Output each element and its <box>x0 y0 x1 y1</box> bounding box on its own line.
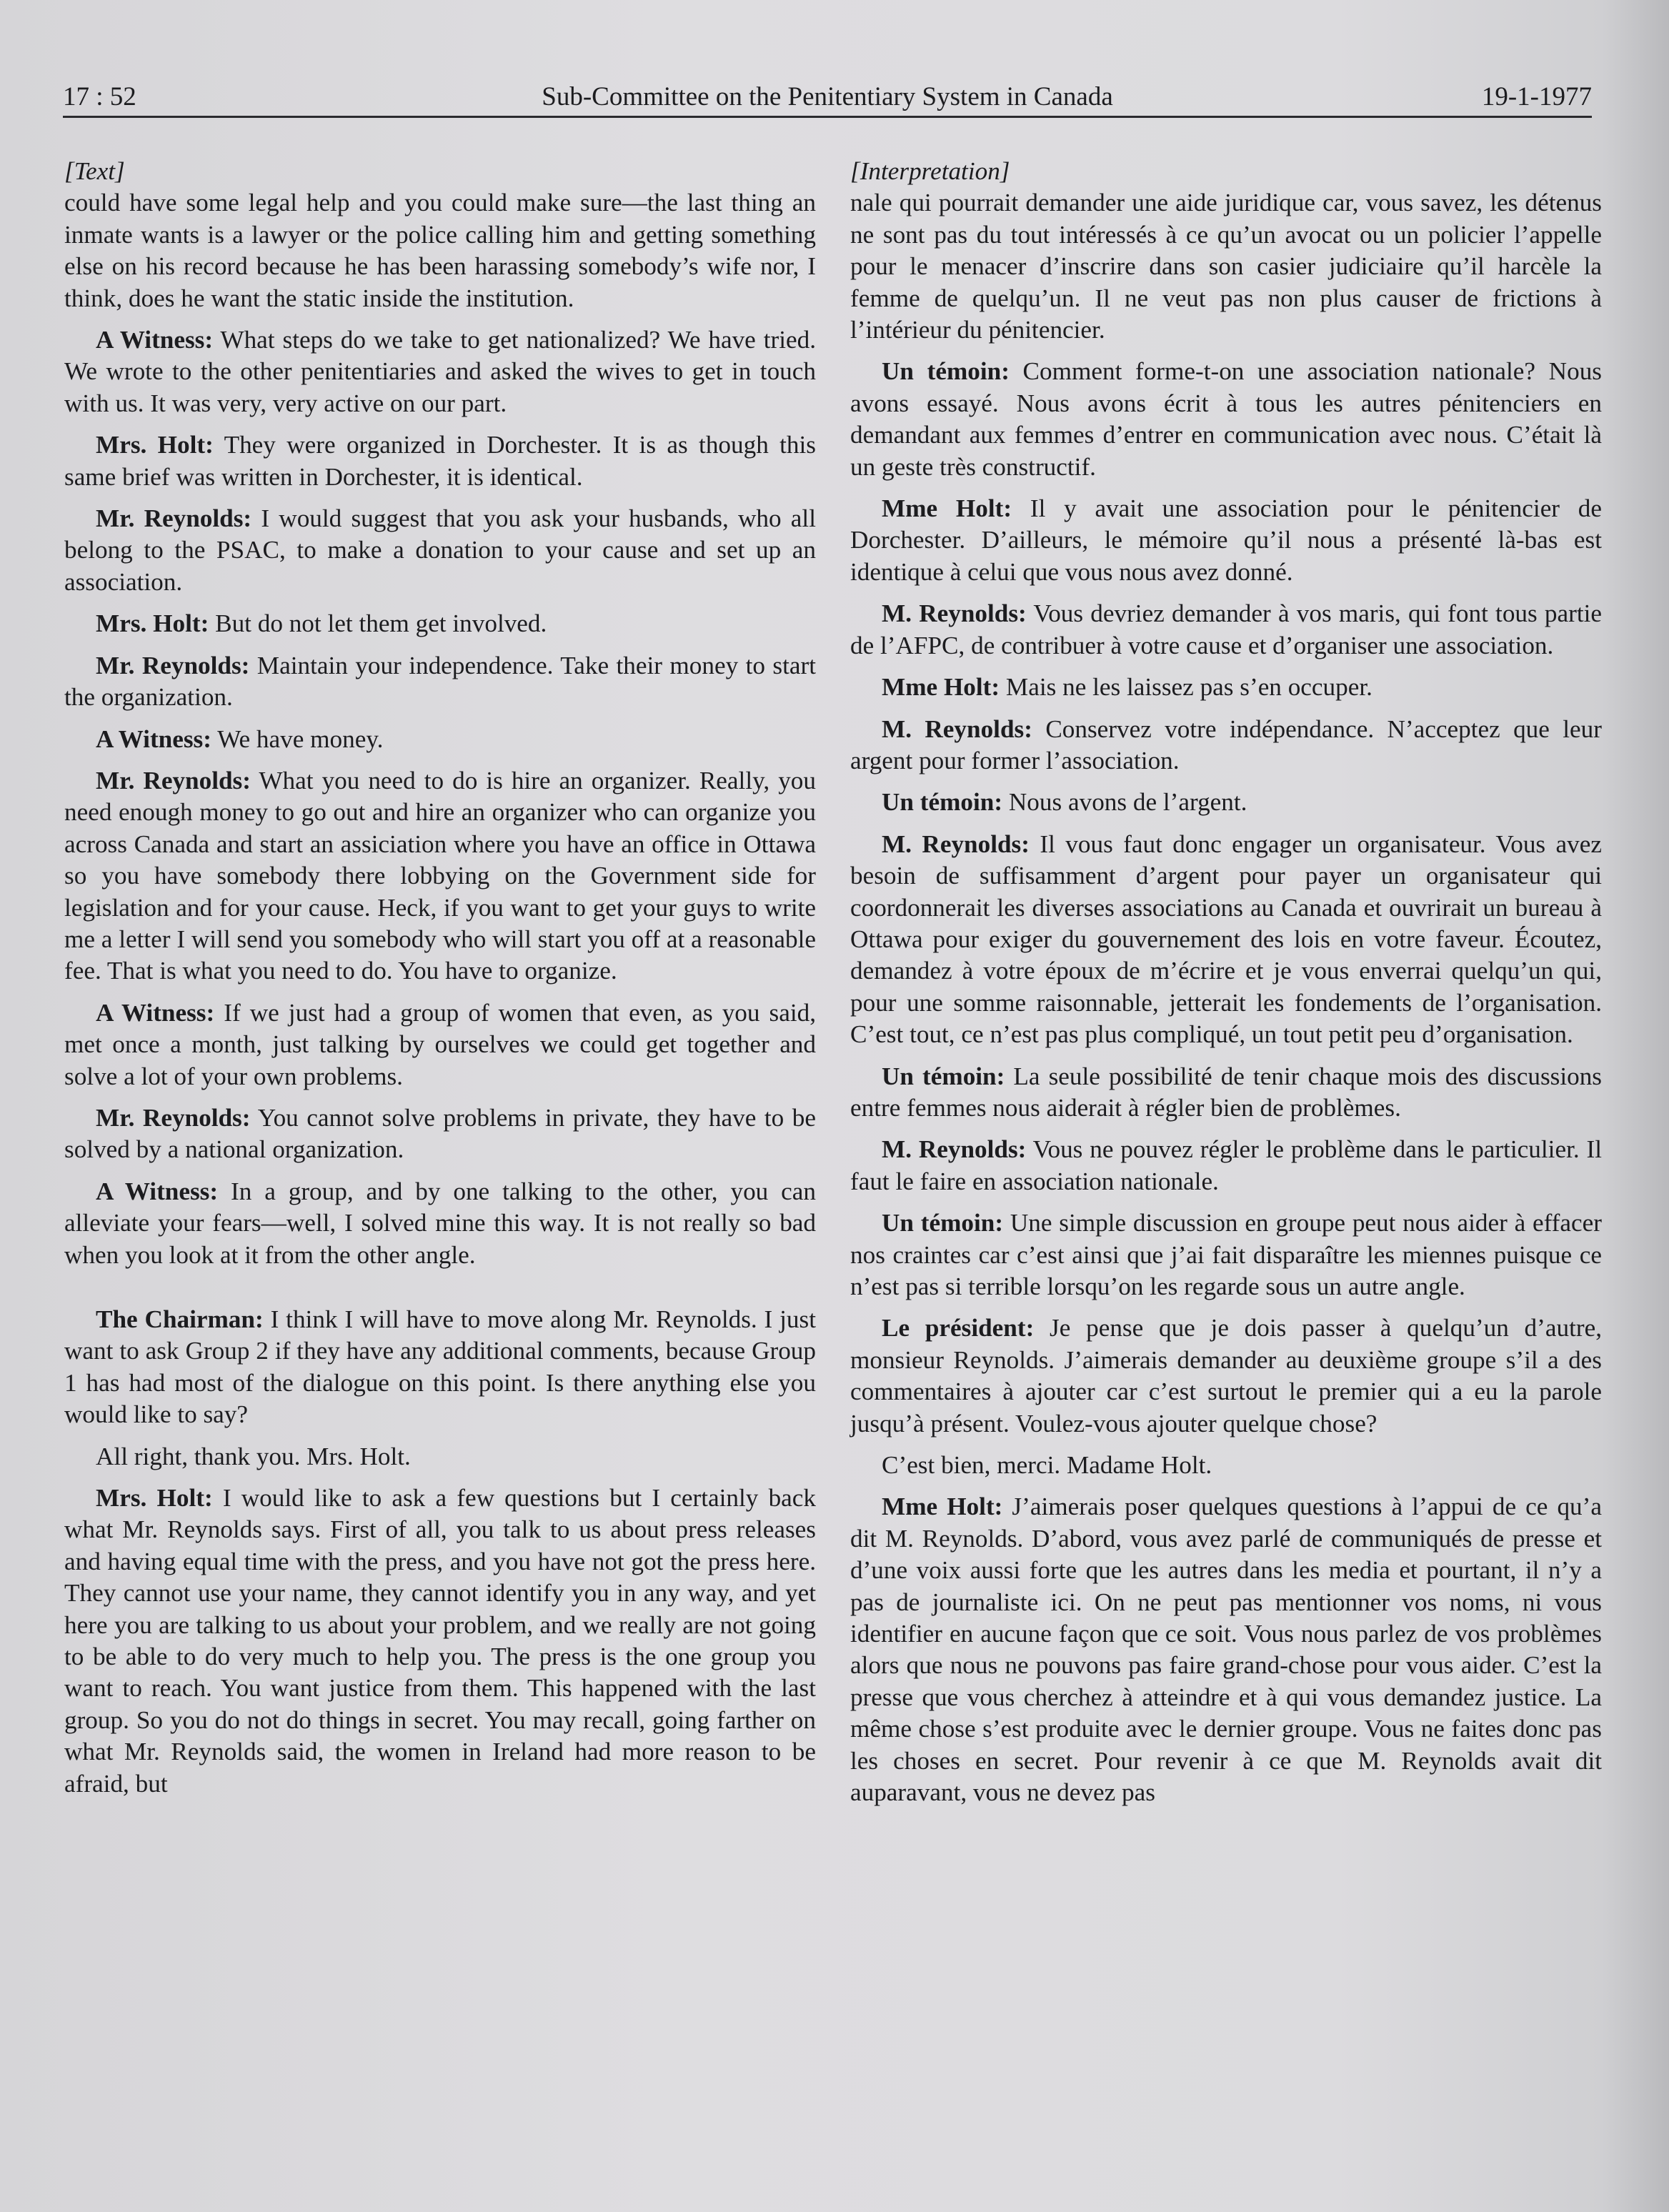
paragraph-text: Il vous faut donc engager un organisateur. Vous avez besoin de suffisamment d’argent pour payer un organisateur qui coordonnerait les diverses associations au Canada et ouvrirait un bureau à Ottawa pour exiger du gouvernement des lois en votre faveur. Écoutez, demandez à votre époux de m’écrire et je vous enverrai quelqu’un qui, pour une somme raisonnable, jetterait les fondements de l’organisation. C’est tout, ce n’est pas plus compliqué, un tout petit peu d’organisation. <box>850 830 1602 1049</box>
speaker-name: Mr. Reynolds: <box>96 766 251 794</box>
paragraph <box>850 1491 1602 1808</box>
speaker-name: Mme Holt: <box>882 673 1000 702</box>
paragraph <box>64 765 816 987</box>
paragraph-text: Mais ne les laissez pas s’en occuper. <box>1000 673 1372 702</box>
speaker-name: Mme Holt: <box>882 494 1012 523</box>
paragraph-text: What you need to do is hire an organizer. Really, you need enough money to go out and hire an organizer who can organize you across Canada and start an assiciation where you have an office in Ottawa so you have somebody there lobbying on the Government side for legislation and for your cause. Heck, if you want to get your guys to write me a letter I will send you somebody who will start you off at a reasonable fee. That is what you need to do. You have to organize. <box>64 766 816 985</box>
paragraph <box>64 1102 816 1166</box>
english-paragraphs <box>64 187 816 1800</box>
paragraph <box>64 1441 816 1473</box>
paragraph-text: I think I will have to move along Mr. Reynolds. I just want to ask Group 2 if they have any additional comments, because Group 1 has had most of the dialogue on this point. Is there anything else you would like to say? <box>64 1305 816 1429</box>
paragraph <box>850 598 1602 662</box>
paragraph-text: All right, thank you. Mrs. Holt. <box>96 1442 411 1470</box>
page-header <box>63 80 1592 120</box>
page-number: 17 : 52 <box>63 82 136 111</box>
speaker-name: Mrs. Holt: <box>96 431 214 459</box>
paragraph-text: We have money. <box>211 724 384 753</box>
paragraph-text: Je pense que je dois passer à quelqu’un d’autre, monsieur Reynolds. J’aimerais demander au deuxième groupe s’il a des commentaires à ajouter car c’est surtout le premier qui a eu la parole jusqu’à présent. Voulez-vous ajouter quelque chose? <box>850 1314 1602 1438</box>
speaker-name: M. Reynolds: <box>882 1135 1027 1164</box>
paragraph <box>64 1176 816 1271</box>
paragraph-text: nale qui pourrait demander une aide juridique car, vous savez, les détenus ne sont pas du tout intéressés à ce qu’un avocat ou un policier l’appelle pour le menacer d’inscrire dans son casier judiciaire qu’il harcèle la femme de quelqu’un. Il ne veut pas non plus causer de frictions à l’intérieur du pénitencier. <box>850 189 1602 344</box>
paragraph-text: Il y avait une association pour le pénitencier de Dorchester. D’ailleurs, le mémoire qu’il nous a présenté là-bas est identique à celui que vous nous avez donné. <box>850 494 1602 586</box>
paragraph-text: could have some legal help and you could make sure—the last thing an inmate wants is a lawyer or the police calling him and getting something else on his record because he has been harassing somebody’s wife nor, I think, does he want the static inside the institution. <box>64 189 816 312</box>
paragraph <box>850 787 1602 818</box>
paragraph-text: I would like to ask a few questions but I certainly back what Mr. Reynolds says. First of all, you talk to us about press releases and having equal time with the press, and you have not got the press here. They cannot use your name, they cannot identify you in any way, and yet here you are talking to us about your problem, and we really are not going to be able to do very much to help you. The press is the one group you want to reach. You want justice from them. This happened with the last group. So you do not do things in secret. You may recall, going farther on what Mr. Reynolds said, the women in Ireland had more reason to be afraid, but <box>64 1484 816 1798</box>
speaker-name: M. Reynolds: <box>882 599 1027 628</box>
paragraph <box>850 714 1602 777</box>
speaker-name: A Witness: <box>96 998 215 1027</box>
paragraph <box>850 1312 1602 1440</box>
speaker-name: Un témoin: <box>882 357 1010 386</box>
paragraph <box>64 724 816 755</box>
french-paragraphs <box>850 187 1602 1808</box>
paragraph <box>850 1134 1602 1197</box>
header-rule <box>63 116 1592 118</box>
paragraph-text: Conservez votre indépendance. N’acceptez que leur argent pour former l’association. <box>850 714 1602 774</box>
paragraph-text: They were organized in Dorchester. It is as though this same brief was written in Dorchester, it is identical. <box>64 431 816 491</box>
paragraph-text: In a group, and by one talking to the other, you can alleviate your fears—well, I solved mine this way. It is not really so bad when you look at it from the other angle. <box>64 1177 816 1269</box>
paragraph <box>850 356 1602 483</box>
paragraph <box>64 997 816 1092</box>
paragraph <box>64 503 816 598</box>
section-label-interpretation: [Interpretation] <box>850 157 1010 185</box>
paragraph-text: I would suggest that you ask your husbands, who all belong to the PSAC, to make a donation to your cause and set up an association. <box>64 504 816 596</box>
paragraph <box>64 650 816 714</box>
paragraph <box>850 672 1602 703</box>
speaker-name: Mr. Reynolds: <box>96 504 252 533</box>
paragraph-text: Vous devriez demander à vos maris, qui font tous partie de l’AFPC, de contribuer à votre cause et d’organiser une association. <box>850 599 1603 659</box>
speaker-name: M. Reynolds: <box>882 830 1030 858</box>
paragraph-text: J’aimerais poser quelques questions à l’appui de ce qu’a dit M. Reynolds. D’abord, vous avez parlé de communiqués de presse et d’une voix aussi forte que les autres dans les media et pourtant, il n’y a pas de journaliste ici. On ne peut pas mentionner vos noms, ni vous identifier en aucune façon que ce soit. Vous nous parlez de vos problèmes alors que nous ne pouvons pas faire grand-chose pour vous aider. C’est la presse que vous cherchez à atteindre et à qui vous demandez justice. La même chose s’est produite avec le dernier groupe. Vous ne faites donc pas les choses en secret. Pour revenir à ce que M. Reynolds avait dit auparavant, vous ne devez pas <box>850 1493 1602 1807</box>
english-column <box>64 156 816 1810</box>
speaker-name: Un témoin: <box>882 1209 1004 1237</box>
page-date: 19-1-1977 <box>1481 82 1592 111</box>
paragraph <box>64 324 816 419</box>
speaker-name: Le président: <box>882 1314 1035 1342</box>
speaker-name: Mme Holt: <box>882 1493 1003 1521</box>
speaker-name: Un témoin: <box>882 1062 1005 1090</box>
speaker-name: Mrs. Holt: <box>96 609 209 638</box>
speaker-name: M. Reynolds: <box>882 714 1032 743</box>
speaker-name: The Chairman: <box>96 1305 264 1333</box>
paragraph <box>64 608 816 639</box>
paragraph-text: What steps do we take to get nationalized? We have tried. We wrote to the other penitentiaries and asked the wives to get in touch with us. It was very, very active on our part. <box>64 326 816 417</box>
paragraph <box>64 429 816 493</box>
paragraph <box>850 1450 1602 1481</box>
paragraph-text: Vous ne pouvez régler le problème dans le particulier. Il faut le faire en association nationale. <box>850 1135 1602 1195</box>
speaker-name: A Witness: <box>96 326 214 354</box>
paragraph-text: Une simple discussion en groupe peut nous aider à effacer nos craintes car c’est ainsi que j’ai fait disparaître les miennes puisque ce n’est pas si terrible lorsqu’on les regarde sous un autre angle. <box>850 1209 1602 1300</box>
paragraph <box>64 187 816 314</box>
french-column <box>850 156 1602 1819</box>
paragraph <box>850 1207 1602 1302</box>
paragraph <box>850 1061 1602 1125</box>
paragraph-text: If we just had a group of women that even, as you said, met once a month, just talking by ourselves we could get together and solve a lot of your own problems. <box>64 998 817 1090</box>
speaker-name: Un témoin: <box>882 788 1003 817</box>
speaker-name: Mr. Reynolds: <box>96 651 250 679</box>
paragraph-text: You cannot solve problems in private, they have to be solved by a national organization. <box>64 1103 816 1164</box>
speaker-name: Mrs. Holt: <box>96 1484 213 1513</box>
page-title: Sub-Committee on the Penitentiary System in Canada <box>542 82 1113 111</box>
paragraph <box>850 493 1602 588</box>
paragraph-text: Comment forme-t-on une association nationale? Nous avons essayé. Nous avons écrit à tous les autres pénitenciers en demandant aux femmes d’entrer en communication avec nous. C’était là un geste très constructif. <box>850 357 1602 481</box>
paragraph <box>850 187 1602 346</box>
speaker-name: A Witness: <box>96 1177 219 1205</box>
paragraph-text: Maintain your independence. Take their money to start the organization. <box>64 651 816 712</box>
speaker-name: A Witness: <box>96 724 211 753</box>
paragraph-text: Nous avons de l’argent. <box>1002 788 1247 817</box>
paragraph <box>850 829 1602 1051</box>
paragraph-text: C’est bien, merci. Madame Holt. <box>882 1451 1212 1480</box>
paragraph <box>64 1483 816 1800</box>
speaker-name: Mr. Reynolds: <box>96 1103 251 1132</box>
paragraph-text: La seule possibilité de tenir chaque mois des discussions entre femmes nous aiderait à régler bien de problèmes. <box>850 1062 1602 1122</box>
paragraph <box>64 1304 816 1431</box>
paragraph-text: But do not let them get involved. <box>209 609 547 638</box>
section-label-text: [Text] <box>64 157 125 185</box>
